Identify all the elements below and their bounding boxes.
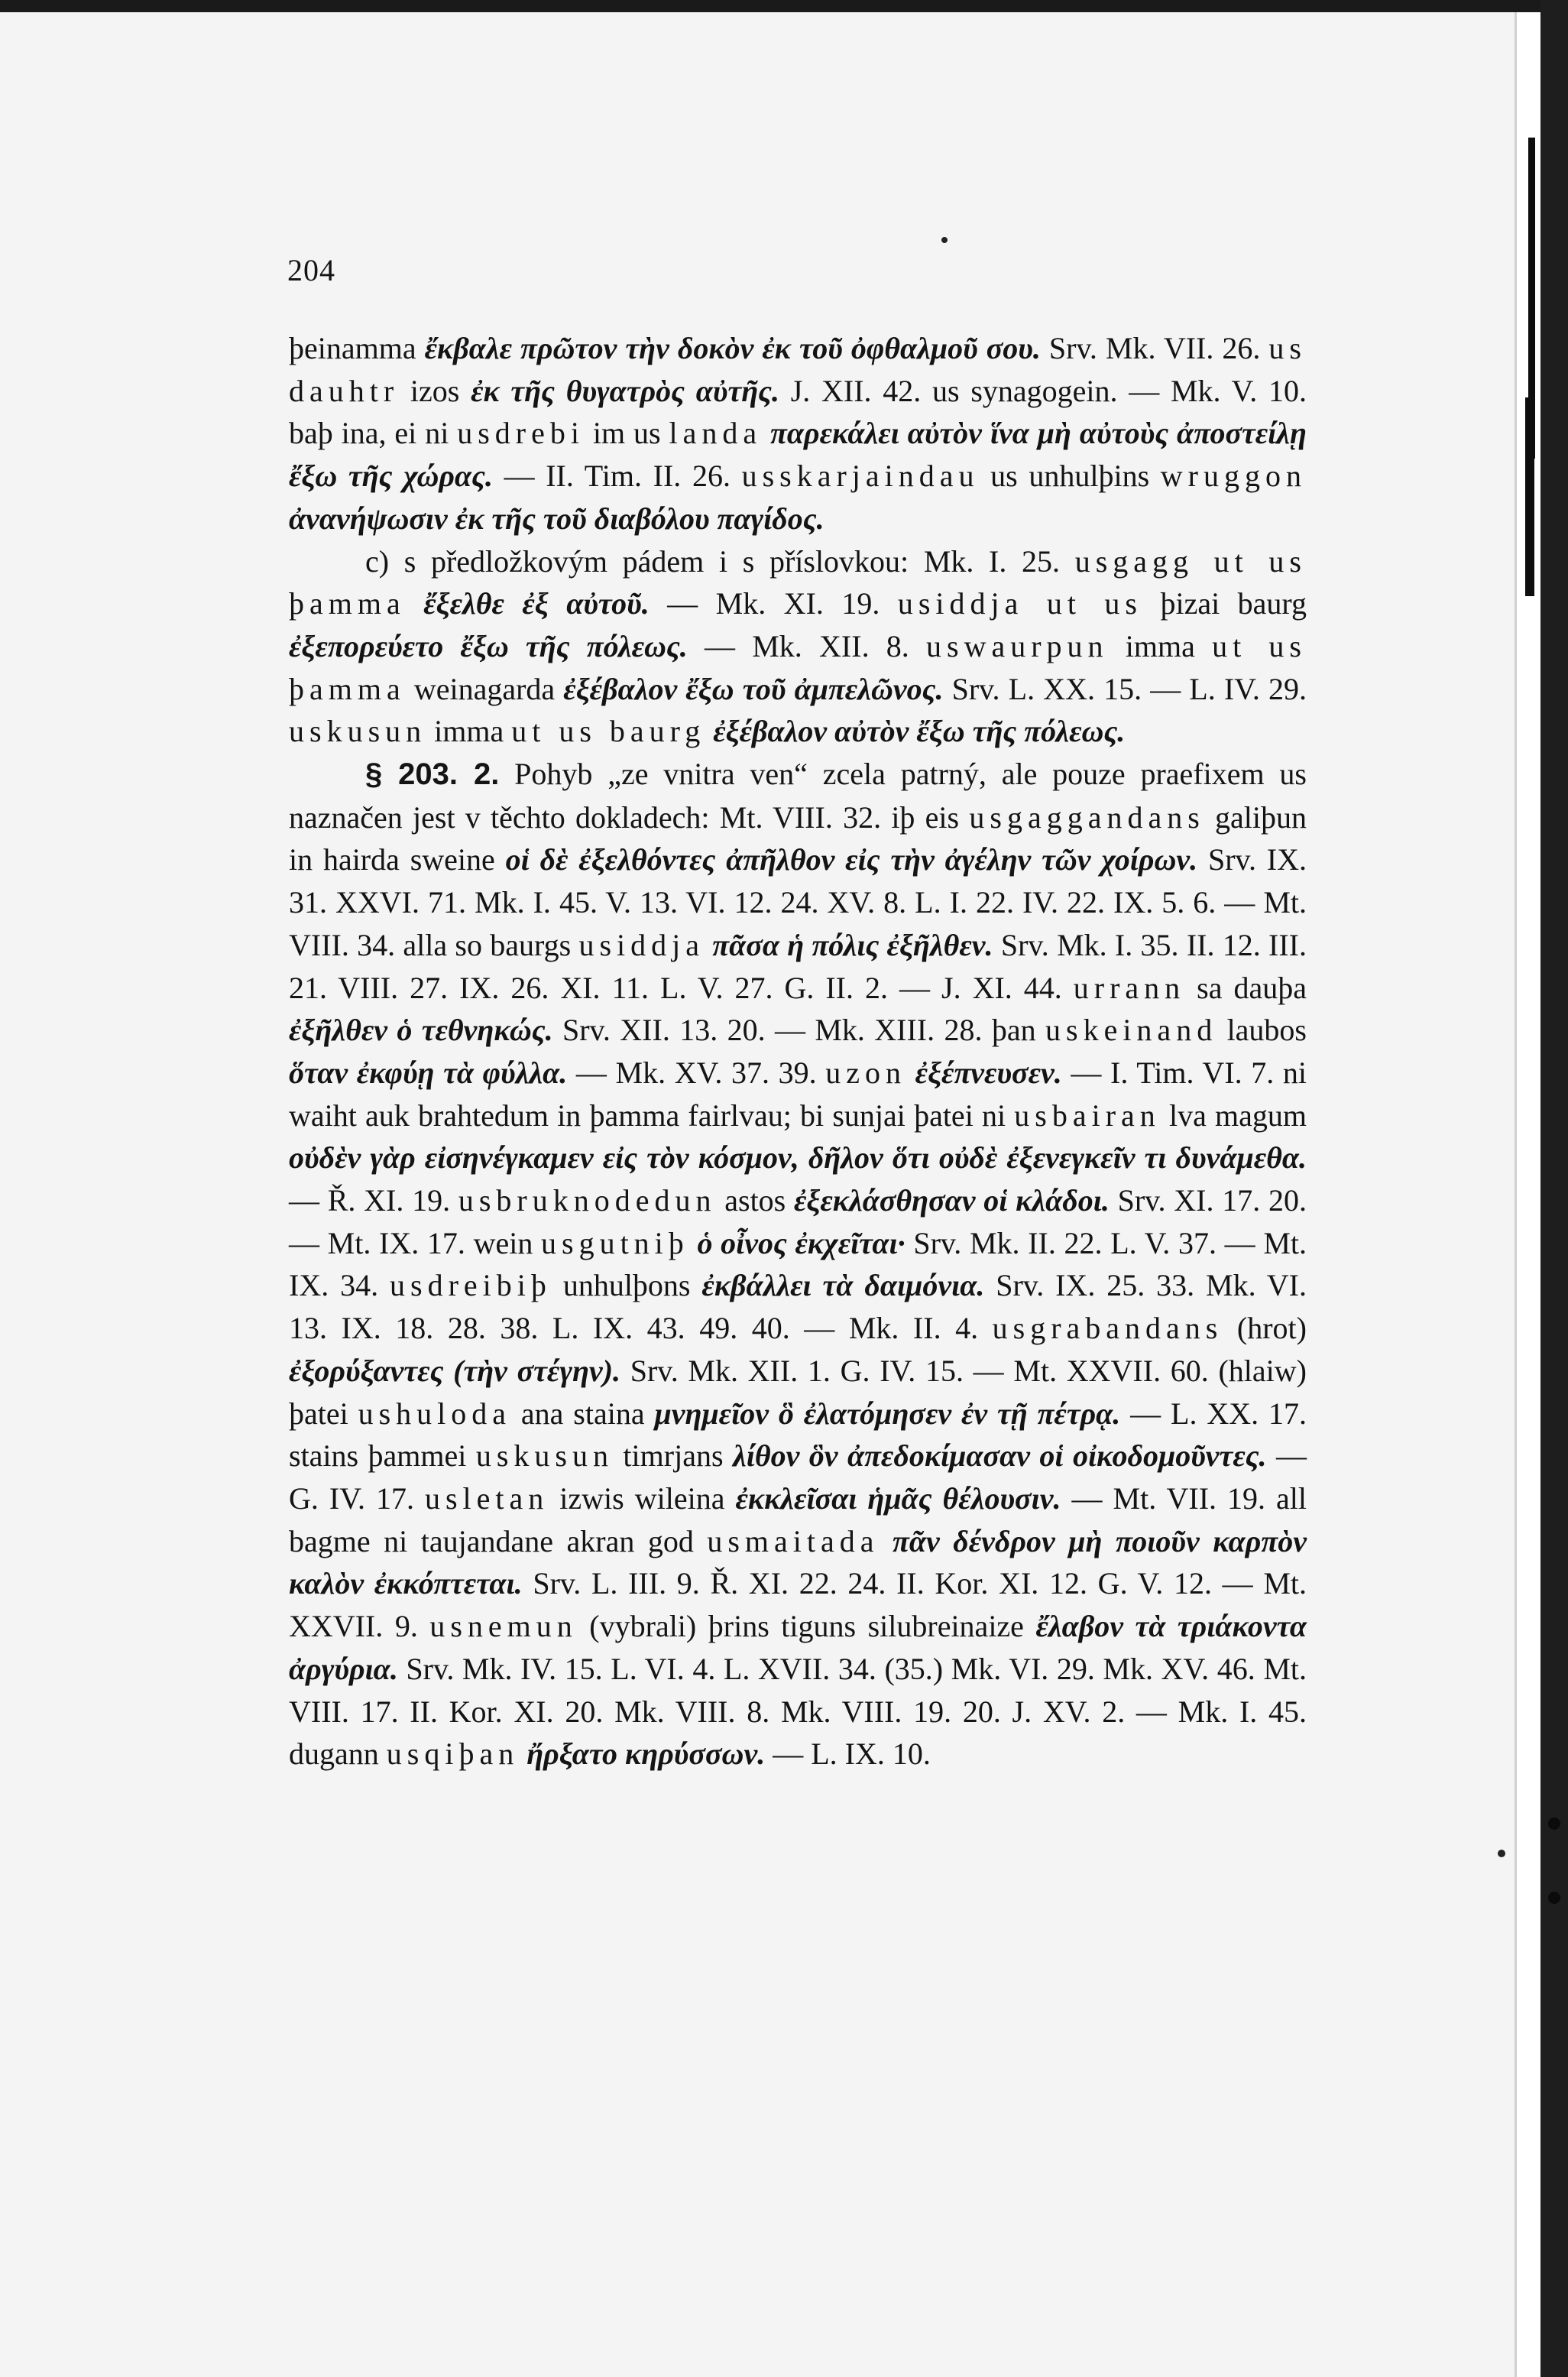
text-run: galiþun in hairda sweine <box>289 799 1307 877</box>
spaced-gothic-term: usskarjaindau <box>741 459 980 494</box>
text-run: Pohyb „ze vnitra ven“ zcela patrný, ale pouze praefixem us naznačen jest v těchto dokladech: Mt. VIII. 32. iþ eis <box>289 757 1307 835</box>
text-run: ana staina <box>511 1396 655 1431</box>
spaced-gothic-term: wruggon <box>1160 459 1307 494</box>
spaced-gothic-term: uskusun <box>289 714 427 749</box>
text-run: weinagarda <box>405 671 564 706</box>
greek-quotation: μνημεῖον ὃ ἐλατόμησεν ἐν τῇ πέτρᾳ. <box>654 1396 1121 1431</box>
text-run: — II. Tim. II. 26. <box>492 459 742 494</box>
page-number: 204 <box>287 253 335 287</box>
spaced-gothic-term: usletan <box>424 1480 549 1516</box>
paragraph <box>289 540 1307 754</box>
spaced-gothic-term: uskusun <box>475 1438 614 1474</box>
text-run <box>906 1056 915 1090</box>
text-run: þeinamma <box>289 331 425 365</box>
paragraph <box>289 327 1307 540</box>
binding-mark-lower <box>1525 397 1534 596</box>
greek-quotation: ἐξεπορεύετο ἔξω τῆς πόλεως. <box>289 628 688 663</box>
greek-quotation: ὅταν ἐκφύῃ τὰ φύλλα. <box>289 1055 568 1090</box>
text-run: — Ř. XI. 19. <box>289 1183 458 1218</box>
text-run: izwis wileina <box>549 1480 736 1516</box>
spaced-gothic-term: usdreibiþ <box>390 1268 552 1303</box>
greek-quotation: ὁ οἶνος ἐκχεῖται· <box>697 1225 905 1260</box>
text-run: izos <box>399 373 471 408</box>
text-run: imma <box>1108 628 1213 663</box>
text-run: Srv. Mk. IV. 15. L. VI. 4. L. XVII. 34. (35.) Mk. VI. 29. Mk. XV. 46. Mt. VIII. 17. II. Kor. XI. 20. Mk. VIII. 8. Mk. VIII. 19. 20. J. XV. 2. — Mk. I. 45. dugann <box>289 1651 1307 1772</box>
text-run: — L. XX. 17. stains þammei <box>289 1396 1307 1474</box>
spaced-gothic-term: usiddja <box>578 927 705 962</box>
text-run: im us <box>584 416 669 451</box>
text-run: — L. IX. 10. <box>765 1737 931 1772</box>
greek-quotation: ἐξεκλάσθησαν οἱ κλάδοι. <box>793 1183 1110 1218</box>
text-run: (vybrali) þrins tiguns silubreinaize <box>577 1609 1036 1644</box>
text-run: unhulþons <box>551 1268 702 1303</box>
text-run: þizai baurg <box>1142 586 1307 621</box>
greek-quotation: ἐξορύξαντες (τὴν στέγην). <box>289 1353 621 1388</box>
spaced-gothic-term: usnemun <box>429 1609 578 1644</box>
greek-quotation: ἐξῆλθεν ὁ τεθνηκώς. <box>289 1013 553 1048</box>
text-run: — I. Tim. VI. 7. ni waiht auk brahtedum in þamma fairlvau; bi sunjai þatei ni <box>289 1055 1307 1133</box>
text-run: Srv. XII. 13. 20. — Mk. XIII. 28. þan <box>552 1013 1045 1048</box>
text-run: us unhulþins <box>979 459 1161 494</box>
scan-right-border <box>1540 0 1568 2377</box>
text-run: astos <box>716 1183 794 1218</box>
text-run: Srv. Mk. XII. 1. G. IV. 15. — Mt. XXVII. 60. (hlaiw) þatei <box>289 1353 1307 1431</box>
greek-quotation: παρεκάλει αὐτὸν ἵνα μὴ αὐτοὺς ἀποστείλῃ ἔξω τῆς χώρας. <box>289 416 1307 494</box>
text-run: J. XII. 42. us synagogein. — Mk. V. 10. baþ ina, ei ni <box>289 373 1307 451</box>
text-run: Srv. Mk. II. 22. L. V. 37. — Mt. IX. 34. <box>289 1225 1307 1303</box>
spaced-gothic-term: usgutniþ <box>541 1225 689 1260</box>
paragraph <box>289 753 1307 1775</box>
spaced-gothic-term: usgrabandans <box>992 1311 1223 1346</box>
spaced-gothic-term: us dauhtr <box>289 331 1307 408</box>
text-run: Srv. Mk. I. 35. II. 12. III. 21. VIII. 27. IX. 26. XI. 11. L. V. 27. G. II. 2. — J. XI. 44. <box>289 927 1307 1005</box>
greek-quotation: ἐκ τῆς θυγατρὸς αὐτῆς. <box>471 373 779 408</box>
greek-quotation: ἐξέπνευσεν. <box>915 1055 1062 1090</box>
greek-quotation: ἀνανήψωσιν ἐκ τῆς τοῦ διαβόλου παγίδος. <box>289 501 824 536</box>
spaced-gothic-term: ushuloda <box>358 1396 512 1431</box>
edge-dot <box>1548 1892 1560 1904</box>
greek-quotation: ἔκβαλε πρῶτον τὴν δοκὸν ἐκ τοῦ ὀφθαλμοῦ σου. <box>424 331 1041 365</box>
text-run: sa dauþa <box>1185 970 1307 1005</box>
text-run <box>689 1226 698 1260</box>
section-heading: § 203. 2. <box>365 757 500 792</box>
spaced-gothic-term: usiddja ut us <box>897 586 1142 621</box>
greek-quotation: ἐξέβαλον αὐτὸν ἔξω τῆς πόλεως. <box>713 714 1126 749</box>
text-run: (hrot) <box>1223 1311 1307 1346</box>
text-run: lva magum <box>1160 1098 1307 1133</box>
spaced-gothic-term: usbruknodedun <box>458 1183 717 1218</box>
greek-quotation: ἐξέβαλον ἔξω τοῦ ἀμπελῶνος. <box>563 671 944 706</box>
greek-quotation: ἔλαβον τὰ τριάκοντα ἀργύρια. <box>289 1609 1307 1686</box>
spaced-gothic-term: ut us baurg <box>511 714 706 749</box>
text-run <box>406 586 423 621</box>
spaced-gothic-term: usmaitada <box>707 1523 880 1558</box>
greek-quotation: πᾶσα ἡ πόλις ἐξῆλθεν. <box>712 927 993 962</box>
spaced-gothic-term: ut us þamma <box>289 628 1307 706</box>
text-run: Srv. L. XX. 15. — L. IV. 29. <box>943 671 1307 706</box>
text-run: Srv. IX. 31. XXVI. 71. Mk. I. 45. V. 13. VI. 12. 24. XV. 8. L. I. 22. IV. 22. IX. 5. 6. — Mt. VIII. 34. alla so baurgs <box>289 842 1307 962</box>
text-run: — Mt. VII. 19. all bagme ni taujandane akran god <box>289 1480 1307 1558</box>
spaced-gothic-term: uswaurpun <box>926 628 1109 663</box>
text-run: laubos <box>1217 1013 1307 1048</box>
spaced-gothic-term: usgaggandans <box>969 799 1205 835</box>
edge-dot <box>1548 1818 1560 1830</box>
text-run <box>762 416 770 450</box>
spaced-gothic-term: uzon <box>825 1055 907 1090</box>
ink-speck <box>941 237 948 243</box>
spaced-gothic-term: usbairan <box>1014 1098 1161 1133</box>
scan-top-border <box>0 0 1568 12</box>
spaced-gothic-term: landa <box>669 416 763 451</box>
spaced-gothic-term: urrann <box>1073 970 1186 1005</box>
text-run <box>705 714 713 748</box>
greek-quotation: ἔξελθε ἐξ αὐτοῦ. <box>423 586 650 621</box>
text-run: timrjans <box>613 1438 733 1474</box>
spaced-gothic-term: usdrebi <box>457 416 585 451</box>
text-run <box>519 1737 526 1771</box>
text-run: imma <box>426 714 512 749</box>
text-run: — Mk. XI. 19. <box>649 586 898 621</box>
greek-quotation: ἐκκλεῖσαι ἡμᾶς θέλουσιν. <box>735 1480 1061 1516</box>
text-run: Srv. XI. 17. 20. — Mt. IX. 17. wein <box>289 1183 1307 1260</box>
text-run: c) s předložkovým pádem i s příslovkou: Mk. I. 25. <box>365 543 1075 579</box>
text-run <box>705 928 712 962</box>
text-run: Srv. L. III. 9. Ř. XI. 22. 24. II. Kor. XI. 12. G. V. 12. — Mt. XXVII. 9. <box>289 1566 1307 1644</box>
text-run: — Mk. XV. 37. 39. <box>567 1055 826 1090</box>
spaced-gothic-term: usqiþan <box>386 1737 520 1772</box>
text-run: — Mk. XII. 8. <box>687 628 927 663</box>
page-body-text <box>289 327 1307 1775</box>
text-run: Srv. IX. 25. 33. Mk. VI. 13. IX. 18. 28. 38. L. IX. 43. 49. 40. — Mk. II. 4. <box>289 1268 1307 1346</box>
greek-quotation: ἐκβάλλει τὰ δαιμόνια. <box>701 1268 985 1303</box>
greek-quotation: πᾶν δένδρον μὴ ποιοῦν καρπὸν καλὸν ἐκκόπτεται. <box>289 1523 1307 1601</box>
spaced-gothic-term: uskeinand <box>1045 1013 1218 1048</box>
spaced-gothic-term: usgagg ut us þamma <box>289 543 1307 621</box>
greek-quotation: λίθον ὃν ἀπεδοκίμασαν οἱ οἰκοδομοῦντες. <box>732 1438 1267 1474</box>
text-run: Srv. Mk. VII. 26. <box>1040 331 1269 365</box>
greek-quotation: ἤρξατο κηρύσσων. <box>526 1737 766 1772</box>
text-run: — G. IV. 17. <box>289 1438 1307 1516</box>
greek-quotation: οὐδὲν γὰρ εἰσηνέγκαμεν εἰς τὸν κόσμον, δῆλον ὅτι οὐδὲ ἐξενεγκεῖν τι δυνάμεθα. <box>289 1140 1307 1176</box>
ink-speck <box>1498 1850 1505 1857</box>
greek-quotation: οἱ δὲ ἐξελθόντες ἀπῆλθον εἰς τὴν ἀγέλην τῶν χοίρων. <box>505 842 1198 877</box>
text-run <box>880 1524 893 1558</box>
